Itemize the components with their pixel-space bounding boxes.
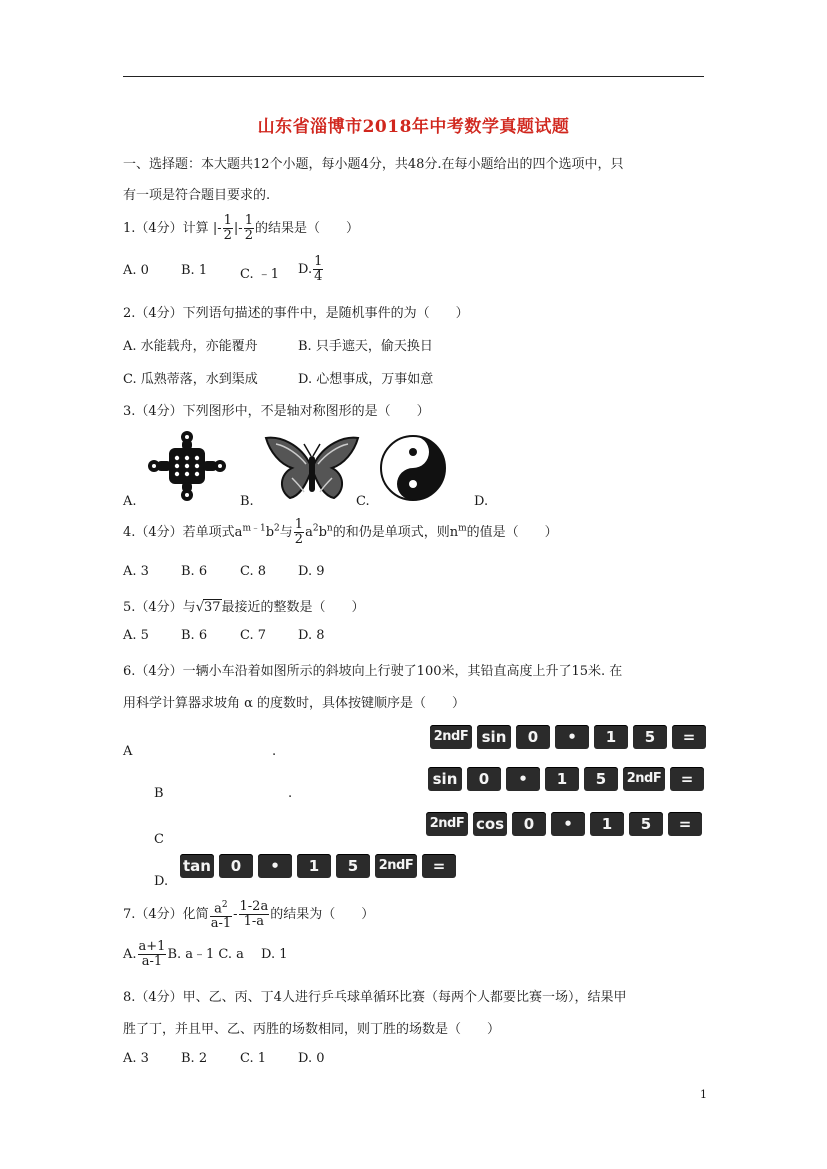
q3-option-d: D. — [474, 494, 489, 509]
question-6-line2: 用科学计算器求坡角 α 的度数时，具体按键顺序是（ ） — [123, 696, 466, 711]
q7-options: A. $\frac{a+1}{a-1}$ B. a﹣1 C. a D. 1 — [123, 939, 288, 969]
q1-fraction-1: $\frac{1}{2}$ — [223, 213, 232, 243]
q7-fraction-2: $\frac{1-2a}{1-a}$ — [239, 899, 269, 930]
q8-option-b: B. 2 — [181, 1051, 208, 1066]
key-tan: tan — [180, 854, 214, 878]
key-cos: cos — [473, 812, 507, 836]
q6-option-b: B — [154, 786, 164, 801]
q6-key-sequence-a — [430, 725, 706, 749]
key-sin: sin — [477, 725, 511, 749]
q4-option-a: A. 3 — [123, 564, 149, 579]
q4-fraction: $\frac{1}{2}$ — [294, 517, 304, 547]
q1-option-c: C. ﹣1 — [240, 267, 280, 282]
q7-fraction-1: $\frac{a^2}{a-1}$ — [210, 900, 232, 932]
q4-option-c: C. 8 — [240, 564, 267, 579]
q2-option-c: C. 瓜熟蒂落，水到渠成 — [123, 372, 258, 387]
key-1: 1 — [545, 767, 579, 791]
section-instructions-line1: 一、选择题：本大题共12个小题，每小题4分，共48分.在每小题给出的四个选项中，只 — [123, 157, 624, 172]
page-number: 1 — [700, 1088, 707, 1101]
q8-option-c: C. 1 — [240, 1051, 267, 1066]
key-1: 1 — [297, 854, 331, 878]
key-0: 0 — [516, 725, 550, 749]
q1-abs-open: | — [212, 221, 218, 236]
q8-option-a: A. 3 — [123, 1051, 149, 1066]
key-5: 5 — [584, 767, 618, 791]
q6-option-c: C — [154, 832, 164, 847]
key-5: 5 — [629, 812, 663, 836]
q1-option-a: A. 0 — [123, 263, 149, 278]
key-1: 1 — [590, 812, 624, 836]
q5-option-b: B. 6 — [181, 628, 208, 643]
q6-option-d: D. — [154, 874, 169, 889]
key-sin: sin — [428, 767, 462, 791]
q2-option-b: B. 只手遮天，偷天换日 — [298, 339, 433, 354]
sqrt-sign: √ — [195, 600, 204, 615]
key-dot: • — [555, 725, 589, 749]
question-3: 3.（4分）下列图形中，不是轴对称图形的是（ ） — [123, 404, 430, 419]
yin-yang-figure — [379, 434, 447, 502]
key-dot: • — [258, 854, 292, 878]
q1-minus-1: - — [217, 221, 222, 236]
question-4: 4.（4分）若单项式$a^{m﹣1}b^2$与 $\frac{1}{2}$ $a^2b^n$的和仍是单项式，则$n^m$的值是（ ） — [123, 517, 558, 547]
key-equals: = — [672, 725, 706, 749]
key-equals: = — [422, 854, 456, 878]
key-5: 5 — [336, 854, 370, 878]
q6-key-sequence-c — [426, 812, 702, 836]
question-5: 5.（4分）与√37最接近的整数是（ ） — [123, 600, 365, 615]
q1-option-d-fraction: $\frac{1}{4}$ — [314, 254, 323, 284]
key-2ndf: 2ndF — [430, 725, 472, 749]
key-equals: = — [668, 812, 702, 836]
question-2: 2.（4分）下列语句描述的事件中，是随机事件的为（ ） — [123, 306, 469, 321]
question-8-line1: 8.（4分）甲、乙、丙、丁4人进行乒乓球单循环比赛（每两个人都要比赛一场），结果甲 — [123, 990, 627, 1005]
key-1: 1 — [594, 725, 628, 749]
key-2ndf: 2ndF — [623, 767, 665, 791]
key-0: 0 — [467, 767, 501, 791]
q2-option-d: D. 心想事成，万事如意 — [298, 372, 434, 387]
key-dot: • — [506, 767, 540, 791]
q6-option-a: A — [123, 744, 133, 759]
key-0: 0 — [219, 854, 253, 878]
q4-option-d: D. 9 — [298, 564, 325, 579]
question-8-line2: 胜了丁，并且甲、乙、丙胜的场数相同，则丁胜的场数是（ ） — [123, 1022, 501, 1037]
key-2ndf: 2ndF — [375, 854, 417, 878]
page-title: 山东省淄博市2018年中考数学真题试题 — [257, 117, 570, 137]
header-rule — [123, 76, 704, 77]
q1-minus-2: - — [238, 221, 243, 236]
key-5: 5 — [633, 725, 667, 749]
key-dot: • — [551, 812, 585, 836]
q5-option-a: A. 5 — [123, 628, 149, 643]
q3-option-c: C. — [356, 494, 370, 509]
q4-option-b: B. 6 — [181, 564, 208, 579]
q5-option-d: D. 8 — [298, 628, 325, 643]
q6-key-sequence-b — [428, 767, 704, 791]
q2-option-a: A. 水能载舟，亦能覆舟 — [123, 339, 258, 354]
q1-fraction-2: $\frac{1}{2}$ — [244, 213, 253, 243]
q1-option-b: B. 1 — [181, 263, 208, 278]
question-1 — [123, 214, 359, 243]
q3-option-b: B. — [240, 494, 254, 509]
q3-option-a: A. — [123, 494, 137, 509]
q1-prefix: 1.（4分）计算 — [123, 221, 209, 236]
butterfly-figure — [262, 434, 362, 502]
q5-radicand: 37 — [203, 600, 221, 615]
key-2ndf: 2ndF — [426, 812, 468, 836]
q6-option-a-dot: . — [272, 744, 277, 759]
q1-option-d: D. $\frac{1}{4}$ — [298, 254, 323, 284]
q6-option-b-dot: . — [288, 786, 293, 801]
key-equals: = — [670, 767, 704, 791]
q6-key-sequence-d — [180, 854, 456, 878]
chinese-knot-figure — [147, 430, 227, 502]
q7-option-a-fraction: $\frac{a+1}{a-1}$ — [138, 939, 166, 969]
question-6-line1: 6.（4分）一辆小车沿着如图所示的斜坡向上行驶了100米，其铅直高度上升了15米. 在 — [123, 664, 623, 679]
section-instructions-line2: 有一项是符合题目要求的. — [123, 188, 271, 203]
key-0: 0 — [512, 812, 546, 836]
q5-option-c: C. 7 — [240, 628, 267, 643]
q1-abs-close: | — [233, 221, 239, 236]
question-7: 7.（4分）化简 $\frac{a^2}{a-1}$ - $\frac{1-2a}{1-a}$ 的结果为（ ） — [123, 899, 375, 932]
q8-option-d: D. 0 — [298, 1051, 325, 1066]
q1-suffix: 的结果是（ ） — [254, 221, 359, 236]
